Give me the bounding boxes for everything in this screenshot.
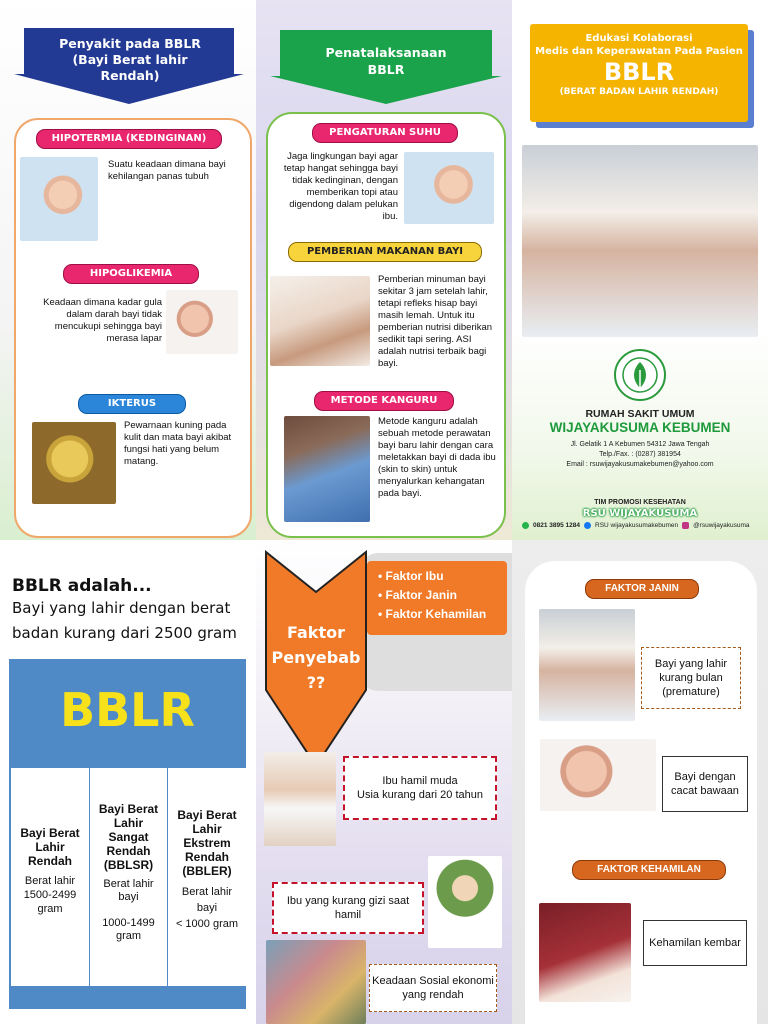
whatsapp-icon: [522, 522, 529, 529]
photo-money: [266, 940, 366, 1024]
hospital-address: Jl. Gelatik 1 A Kebumen 54312 Jawa Tengah: [570, 441, 710, 448]
photo-pregnant-belly: [539, 903, 631, 1002]
faktor-kehamilan-label: Faktor Kehamilan: [385, 607, 487, 621]
photo-baby-cacat: [540, 739, 656, 811]
hospital-name-line1: RUMAH SAKIT UMUM: [585, 408, 695, 420]
facebook-icon: [584, 522, 591, 529]
bblr-column-rendah-head: Bayi Berat Lahir Rendah: [20, 826, 80, 868]
photo-baby-cold: [20, 157, 98, 241]
photo-mother-feeding: [270, 276, 370, 366]
bblr-big: BBLR: [60, 683, 195, 737]
bblr-column-ekstrem-rendah: [167, 768, 246, 986]
cover-header-big: BBLR: [603, 58, 675, 86]
cover-header: [530, 24, 748, 122]
team-name: RSU WIJAYAKUSUMA: [582, 508, 698, 519]
label-metode-kanguru: METODE KANGURU: [314, 391, 454, 411]
photo-premature-baby: [522, 145, 758, 337]
cover-header-sub: (BERAT BADAN LAHIR RENDAH): [559, 87, 719, 97]
bblr-column-sangat-rendah-head: Bayi Berat Lahir Sangat Rendah (BBLSR): [98, 802, 159, 872]
banner-penyakit-text: Penyakit pada BBLR (Bayi Berat lahir Rendah): [59, 36, 201, 83]
text-hipotermia: Suatu keadaan dimana bayi kehilangan panas tubuh: [108, 159, 226, 182]
contact-row: [522, 522, 762, 529]
faktor-janin-label: Faktor Janin: [385, 588, 457, 602]
label-faktor-janin: FAKTOR JANIN: [585, 579, 699, 599]
bblr-column-ekstrem-rendah-head: Bayi Berat Lahir Ekstrem Rendah (BBLER): [177, 808, 237, 878]
label-hipoglikemia: HIPOGLIKEMIA: [63, 264, 199, 284]
hospital-phone: Telp./Fax. : (0287) 381954: [599, 451, 681, 458]
definition-text: Bayi yang lahir dengan berat badan kurang dari 2500 gram: [12, 599, 237, 642]
faktor-arrow-text: Faktor Penyebab ??: [271, 623, 361, 692]
bblr-column-ekstrem-rendah-desc: Berat lahir bayi < 1000 gram: [175, 886, 239, 930]
photo-kangaroo-care: [284, 416, 370, 522]
box-ibu-muda: Ibu hamil muda Usia kurang dari 20 tahun: [343, 756, 497, 820]
text-hipoglikemia: Keadaan dimana kadar gula dalam darah bayi tidak mencukupi sehingga bayi merasa lapar: [43, 297, 162, 344]
photo-baby-hat: [404, 152, 494, 224]
faktor-ibu-label: Faktor Ibu: [385, 569, 444, 583]
text-pengaturan-suhu: Jaga lingkungan bayi agar tetap hangat sehingga bayi tidak kedinginan, dengan memberikan topi atau digendong dalam pelukan ibu.: [283, 151, 398, 222]
cover-header-line1: Edukasi Kolaborasi: [585, 33, 693, 44]
hospital-name-line2: WIJAYAKUSUMA KEBUMEN: [549, 420, 731, 435]
hospital-logo: [613, 348, 667, 402]
photo-baby-jaundice: [32, 422, 116, 504]
photo-malnourished-woman: [428, 856, 502, 948]
faktor-list-item-kehamilan: • Faktor Kehamilan: [378, 607, 487, 621]
bblr-column-rendah-desc: Berat lahir 1500-2499 gram: [23, 875, 77, 915]
instagram-icon: [682, 522, 689, 529]
team-label: TIM PROMOSI KESEHATAN: [594, 499, 686, 506]
definition-title: BBLR adalah...: [12, 576, 152, 596]
box-sosial-ekonomi: Keadaan Sosial ekonomi yang rendah: [369, 964, 497, 1012]
cover-header-line2: Medis dan Keperawatan Pada Pasien: [535, 46, 743, 57]
contact-whatsapp: 0821 3895 1284: [533, 522, 580, 529]
bblr-column-sangat-rendah-desc: Berat lahir bayi 1000-1499 gram: [102, 878, 155, 942]
text-ikterus: Pewarnaan kuning pada kulit dan mata bayi akibat fungsi hati yang belum matang.: [124, 420, 232, 467]
box-cacat-bawaan: Bayi dengan cacat bawaan: [662, 756, 748, 812]
label-pengaturan-suhu: PENGATURAN SUHU: [312, 123, 458, 143]
box-kehamilan-kembar: Kehamilan kembar: [643, 920, 747, 966]
bblr-column-sangat-rendah: [89, 768, 167, 986]
banner-penatalaksanaan-text: Penatalaksanaan BBLR: [325, 45, 447, 77]
faktor-list-item-ibu: • Faktor Ibu: [378, 569, 444, 583]
box-kurang-gizi: Ibu yang kurang gizi saat hamil: [272, 882, 424, 934]
label-pemberian-makanan: PEMBERIAN MAKANAN BAYI: [288, 242, 482, 262]
photo-premature-incubator: [539, 609, 635, 721]
label-faktor-kehamilan: FAKTOR KEHAMILAN: [572, 860, 726, 880]
label-ikterus: IKTERUS: [78, 394, 186, 414]
box-premature: Bayi yang lahir kurang bulan (premature): [641, 647, 741, 709]
text-metode-kanguru: Metode kanguru adalah sebuah metode perawatan bayi baru lahir dengan cara meletakkan bayi di dada ibu (skin to skin) untuk menyalurkan kehangatan pada bayi.: [378, 416, 496, 499]
photo-pregnant-woman: [264, 752, 336, 846]
photo-baby-hungry: [166, 290, 238, 354]
text-pemberian-makanan: Pemberian minuman bayi sekitar 3 jam setelah lahir, tetapi refleks hisap bayi masih lemah. Untuk itu pemberian nutrisi diberikan sedikit tapi sering. ASI adalah nutrisi terbaik bagi bayi.: [378, 274, 493, 369]
hospital-email: Email : rsuwijayakusumakebumen@yahoo.com: [566, 461, 714, 468]
faktor-list-item-janin: • Faktor Janin: [378, 588, 457, 602]
label-hipotermia: HIPOTERMIA (KEDINGINAN): [36, 129, 222, 149]
bblr-column-rendah: [10, 768, 89, 986]
contact-instagram: @rsuwijayakusuma: [693, 522, 750, 529]
contact-facebook: RSU wijayakusumakebumen: [595, 522, 679, 529]
